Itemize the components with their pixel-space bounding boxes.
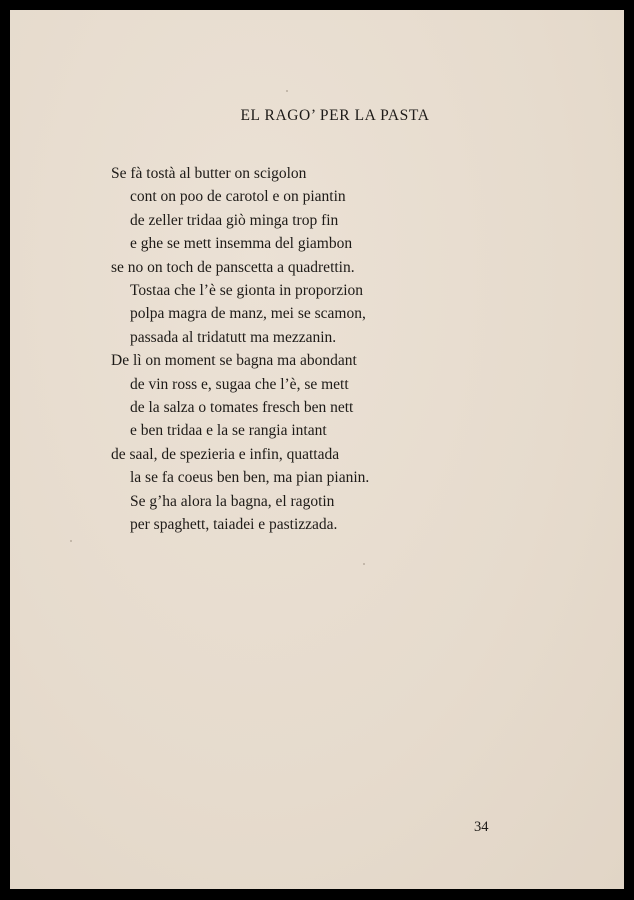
poem-line: e ghe se mett insemma del giambon [130, 235, 353, 253]
poem-line: passada al tridatutt ma mezzanin. [130, 328, 337, 346]
poem-line: la se fa coeus ben ben, ma pian pianin. [130, 469, 370, 487]
poem-line: de vin ross e, sugaa che l’è, se mett [130, 375, 349, 393]
poem-line: per spaghett, taiadei e pastizzada. [130, 516, 338, 534]
poem-line: de saal, de spezieria e infin, quattada [111, 445, 340, 463]
poem-title: EL RAGO’ PER LA PASTA [240, 107, 430, 124]
poem-line: de zeller tridaa giò minga trop fin [130, 211, 339, 229]
paper-speck [70, 540, 72, 542]
poem-line: cont on poo de carotol e on piantin [130, 188, 346, 206]
poem-line: se no on toch de panscetta a quadrettin. [111, 258, 355, 276]
poem-line: de la salza o tomates fresch ben nett [130, 399, 354, 417]
poem-line: Se fà tostà al butter on scigolon [111, 165, 307, 182]
poem-line: Tostaa che l’è se gionta in proporzion [130, 282, 364, 300]
page-number: 34 [474, 819, 489, 835]
book-page [10, 10, 624, 889]
poem-line: De lì on moment se bagna ma abondant [111, 352, 357, 370]
paper-speck [363, 563, 365, 565]
poem-body [111, 162, 369, 537]
poem-line: e ben tridaa e la se rangia intant [130, 422, 327, 440]
paper-speck [286, 90, 288, 92]
poem-line: Se g’ha alora la bagna, el ragotin [130, 492, 335, 510]
poem-line: polpa magra de manz, mei se scamon, [130, 305, 366, 323]
